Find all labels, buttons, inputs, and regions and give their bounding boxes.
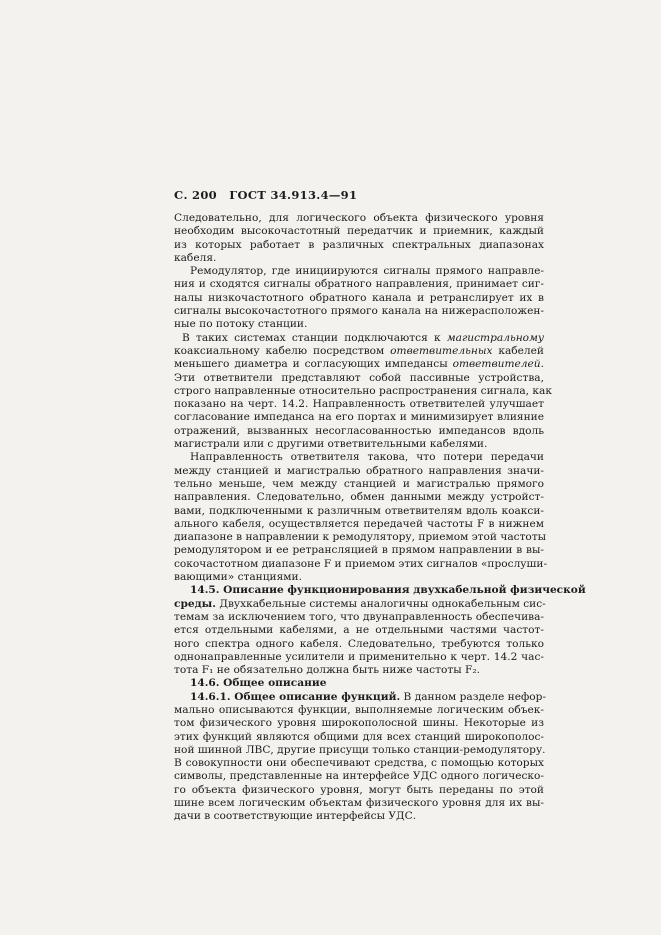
text-run: коаксиальному кабелю посредством — [174, 344, 391, 357]
text-line: сокочастотном диапазоне F и приемом этих сигналов «прослуши- — [174, 557, 548, 570]
text-line — [174, 358, 544, 371]
text-run: ответвительных — [390, 344, 493, 357]
text-run: Двухкабельные системы аналогичны однокабельным сис- — [215, 597, 546, 610]
text-line: ные по потоку станции. — [174, 318, 308, 331]
text-run: В данном разделе нефор- — [400, 690, 547, 703]
text-run: меньшего диаметра и согласующих импедансы — [174, 358, 453, 371]
text-line — [174, 332, 544, 345]
text-run: 14.6. Общее описание — [190, 677, 327, 690]
text-line: налы низкочастотного обратного канала и ретранслирует их в — [174, 291, 544, 304]
text-line: сигналы высокочастотного прямого канала на нижерасположен- — [174, 305, 544, 318]
text-line: между станцией и магистралью обратного направления значи- — [174, 464, 544, 477]
text-line — [174, 345, 544, 358]
text-line: го объекта физического уровня, могут быть переданы по этой — [174, 783, 544, 796]
text-line: согласование импеданса на его портах и минимизирует влияние — [174, 411, 544, 424]
text-run: среды. — [174, 597, 216, 610]
text-line: показано на черт. 14.2. Направленность ответвителей улучшает — [174, 398, 544, 411]
text-line: шине всем логическим объектам физического уровня для их вы- — [174, 797, 544, 810]
text-line: тельно меньше, чем между станцией и магистралью прямого — [174, 477, 544, 490]
text-run: 14.5. Описание функционирования двухкабельной физической — [190, 584, 586, 597]
text-line: из которых работает в различных спектральных диапазонах — [174, 238, 544, 251]
text-run: магистральному — [446, 331, 544, 344]
text-run: 14.6.1. Общее описание функций. — [190, 690, 401, 703]
text-line: тота F₁ не обязательно должна быть ниже частоты F₂. — [174, 664, 480, 677]
page-header — [174, 188, 365, 202]
text-line: диапазоне в направлении к ремодулятору, приемом этой частоты — [174, 531, 547, 544]
text-line: однонаправленные усилители и применительно к черт. 14.2 час- — [174, 650, 544, 663]
page-number: С. 200 — [174, 188, 217, 202]
text-line: ального кабеля, осуществляется передачей частоты F в нижнем — [174, 517, 544, 530]
text-line: ется отдельными кабелями, а не отдельными частями частот- — [174, 624, 544, 637]
text-line — [174, 584, 586, 597]
text-line: Направленность ответвителя такова, что потери передачи — [190, 451, 544, 464]
text-line: вами, подключенными к различным ответвителям вдоль коакси- — [174, 504, 544, 517]
text-run: ответвителей. — [452, 358, 544, 371]
text-line: строго направленные относительно распространения сигнала, как — [174, 384, 552, 397]
text-line — [174, 677, 544, 690]
text-line: необходим высокочастотный передатчик и приемник, каждый — [174, 225, 544, 238]
text-line: этих функций являются общими для всех станций широкополос- — [174, 730, 544, 743]
text-line: мально описываются функции, выполняемые логическим объек- — [174, 703, 544, 716]
text-line: ной шинной ЛВС, другие присущи только станции-ремодулятору. — [174, 743, 546, 756]
text-line: Ремодулятор, где инициируются сигналы прямого направле- — [190, 265, 544, 278]
document-body — [174, 212, 586, 824]
text-line: вающими» станциями. — [174, 571, 302, 584]
text-line: темам за исключением того, что двунаправленность обеспечива- — [174, 610, 544, 623]
text-line: магистрали или с другими ответвительными кабелями. — [174, 438, 488, 451]
text-line: Следовательно, для логического объекта физического уровня — [174, 212, 544, 224]
text-line: том физического уровня широкополосной шины. Некоторые из — [174, 717, 544, 730]
text-line: отражений, вызванных несогласованностью импедансов вдоль — [174, 424, 544, 437]
text-line: символы, представленные на интерфейсе УДС одного логическо- — [174, 770, 544, 783]
text-line: дачи в соответствующие интерфейсы УДС. — [174, 810, 417, 823]
text-line: ного спектра одного кабеля. Следовательно, требуются только — [174, 637, 544, 650]
text-line: Эти ответвители представляют собой пассивные устройства, — [174, 371, 544, 384]
text-line — [174, 690, 547, 704]
text-run: кабелей — [492, 344, 544, 357]
text-line: кабеля. — [174, 251, 217, 264]
text-line: ремодулятором и ее ретрансляцией в прямом направлении в вы- — [174, 544, 544, 557]
text-line: направления. Следовательно, обмен данными между устройст- — [174, 491, 544, 504]
standard-code: ГОСТ 34.913.4—91 — [229, 188, 358, 202]
text-line: ния и сходятся сигналы обратного направления, принимает сиг- — [174, 278, 544, 291]
text-line: В совокупности они обеспечивают средства, с помощью которых — [174, 757, 544, 770]
text-line — [174, 598, 544, 611]
text-run: В таких системах станции подключаются к — [182, 331, 447, 344]
